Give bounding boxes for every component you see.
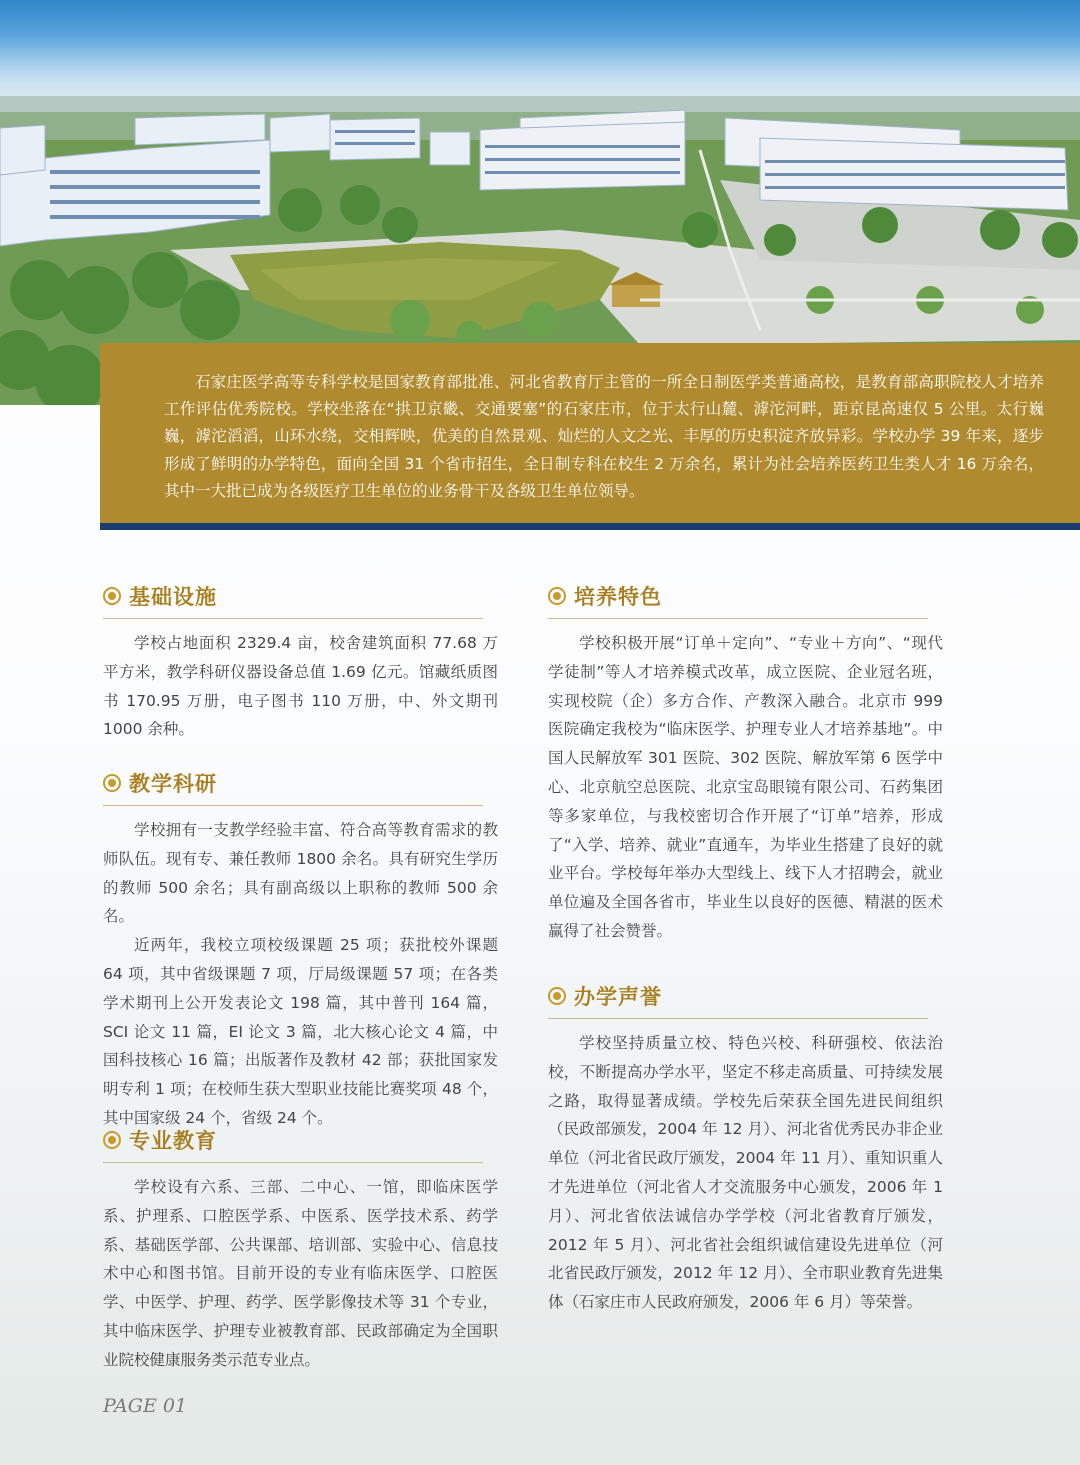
section-header xyxy=(103,578,483,619)
intro-banner xyxy=(100,343,1080,530)
section-body xyxy=(103,629,498,744)
section-body xyxy=(103,816,498,1133)
target-bullet-icon xyxy=(548,587,566,605)
section-header xyxy=(103,1122,483,1163)
section-title: 基础设施 xyxy=(129,585,217,609)
target-bullet-icon xyxy=(103,587,121,605)
paragraph: 学校积极开展“订单＋定向”、“专业＋方向”、“现代学徒制”等人才培养模式改革，成立医院、企业冠名班，实现校院（企）多方合作、产教深入融合。北京市 999 医院确定我校为“临床医学、护理专业人才培养基地”。中国人民解放军 301 医院、302 医院、解放军第 6 医学中心、北京航空总医院、北京宝岛眼镜有限公司、石药集团等多家单位，与我校密切合作开展了“订单”培养，形成了“入学、培养、就业”直通车，为毕业生搭建了良好的就业平台。学校每年举办大型线上、线下人才招聘会，就业单位遍及全国各省市，毕业生以良好的医德、精湛的医术赢得了社会赞誉。 xyxy=(548,634,943,940)
target-bullet-icon xyxy=(548,987,566,1005)
paragraph: 近两年，我校立项校级课题 25 项；获批校外课题 64 项，其中省级课题 7 项，厅局级课题 57 项；在各类学术期刊上公开发表论文 198 篇，其中普刊 164 篇，SCI 论文 11 篇，EI 论文 3 篇，北大核心论文 4 篇，中国科技核心 16 篇；出版著作及教材 42 部；获批国家发明专利 1 项；在校师生获大型职业技能比赛奖项 48 个，其中国家级 24 个，省级 24 个。 xyxy=(103,936,498,1127)
section-infrastructure xyxy=(103,578,498,744)
section-body xyxy=(548,1029,943,1317)
target-bullet-icon xyxy=(103,1131,121,1149)
section-header xyxy=(548,978,928,1019)
paragraph: 学校坚持质量立校、特色兴校、科研强校、依法治校，不断提高办学水平，坚定不移走高质量、可持续发展之路，取得显著成绩。学校先后荣获全国先进民间组织（民政部颁发，2004 年 12 月）、河北省优秀民办非企业单位（河北省民政厅颁发，2004 年 11 月）、重知识重人才先进单位（河北省人才交流服务中心颁发，2006 年 1 月）、河北省依法诚信办学学校（河北省教育厅颁发，2012 年 5 月）、河北省社会组织诚信建设先进单位（河北省民政厅颁发，2012 年 12 月）、全市职业教育先进集体（石家庄市人民政府颁发，2006 年 6 月）等荣誉。 xyxy=(548,1034,943,1312)
target-bullet-icon xyxy=(103,774,121,792)
section-title: 教学科研 xyxy=(129,772,217,796)
intro-text: 石家庄医学高等专科学校是国家教育部批准、河北省教育厅主管的一所全日制医学类普通高校，是教育部高职院校人才培养工作评估优秀院校。学校坐落在“拱卫京畿、交通要塞”的石家庄市，位于太行山麓、滹沱河畔，距京昆高速仅 5 公里。太行巍巍，滹沱滔滔，山环水绕，交相辉映，优美的自然景观、灿烂的人文之光、丰厚的历史积淀齐放异彩。学校办学 39 年来，逐步形成了鲜明的办学特色，面向全国 31 个省市招生，全日制专科在校生 2 万余名，累计为社会培养医药卫生类人才 16 万余名，其中一大批已成为各级医疗卫生单位的业务骨干及各级卫生单位领导。 xyxy=(164,373,1044,500)
section-header xyxy=(548,578,928,619)
paragraph: 学校设有六系、三部、二中心、一馆，即临床医学系、护理系、口腔医学系、中医系、医学技术系、药学系、基础医学部、公共课部、培训部、实验中心、信息技术中心和图书馆。目前开设的专业有临床医学、口腔医学、中医学、护理、药学、医学影像技术等 31 个专业，其中临床医学、护理专业被教育部、民政部确定为全国职业院校健康服务类示范专业点。 xyxy=(103,1178,498,1369)
section-training-features xyxy=(548,578,943,946)
page-number: PAGE 01 xyxy=(103,1395,188,1417)
section-professional-education xyxy=(103,1122,498,1375)
section-body xyxy=(103,1173,498,1375)
paragraph: 学校占地面积 2329.4 亩，校舍建筑面积 77.68 万平方米，教学科研仪器设备总值 1.69 亿元。馆藏纸质图书 170.95 万册，电子图书 110 万册，中、外文期刊 1000 余种。 xyxy=(103,634,498,739)
section-title: 专业教育 xyxy=(129,1129,217,1153)
section-title: 培养特色 xyxy=(574,585,662,609)
section-school-reputation xyxy=(548,978,943,1317)
section-title: 办学声誉 xyxy=(574,985,662,1009)
section-body xyxy=(548,629,943,946)
paragraph: 学校拥有一支教学经验丰富、符合高等教育需求的教师队伍。现有专、兼任教师 1800 余名。具有研究生学历的教师 500 余名；具有副高级以上职称的教师 500 余名。 xyxy=(103,821,498,926)
section-header xyxy=(103,765,483,806)
section-teaching-research xyxy=(103,765,498,1133)
